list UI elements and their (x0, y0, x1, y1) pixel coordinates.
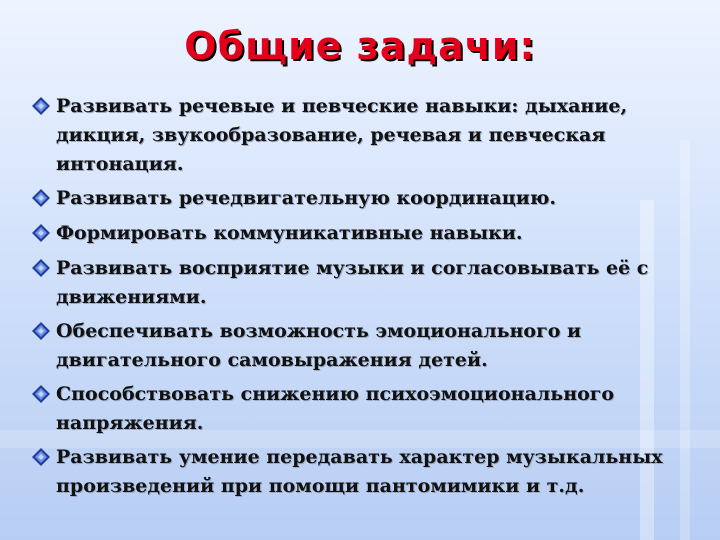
diamond-bullet-icon (30, 443, 56, 473)
diamond-bullet-icon (30, 317, 56, 347)
slide-title: Общие задачи: (184, 24, 536, 68)
diamond-bullet-icon (30, 92, 56, 122)
list-item-text: Развивать умение передавать характер музыкальных произведений при помощи пантомимики и т.д. (56, 446, 663, 497)
diamond-bullet-icon (30, 184, 56, 214)
list-item-text: Развивать речевые и певческие навыки: дыхание, дикция, звукообразование, речевая и певческая интонация. (56, 95, 628, 175)
list-item-text: Формировать коммуникативные навыки. (56, 222, 523, 244)
diamond-bullet-icon (30, 254, 56, 284)
list-item-text: Обеспечивать возможность эмоционального и двигательного самовыражения детей. (56, 320, 582, 371)
task-list (30, 92, 700, 506)
list-item (30, 92, 700, 179)
list-item (30, 317, 700, 375)
diamond-bullet-icon (30, 380, 56, 410)
list-item (30, 184, 700, 214)
list-item (30, 219, 700, 249)
list-item-text: Развивать речедвигательную координацию. (56, 187, 556, 209)
list-item-text: Развивать восприятие музыки и согласовывать её с движениями. (56, 257, 649, 308)
list-item (30, 254, 700, 312)
list-item-text: Способствовать снижению психоэмоционального напряжения. (56, 383, 615, 434)
list-item (30, 380, 700, 438)
list-item (30, 443, 700, 501)
diamond-bullet-icon (30, 219, 56, 249)
